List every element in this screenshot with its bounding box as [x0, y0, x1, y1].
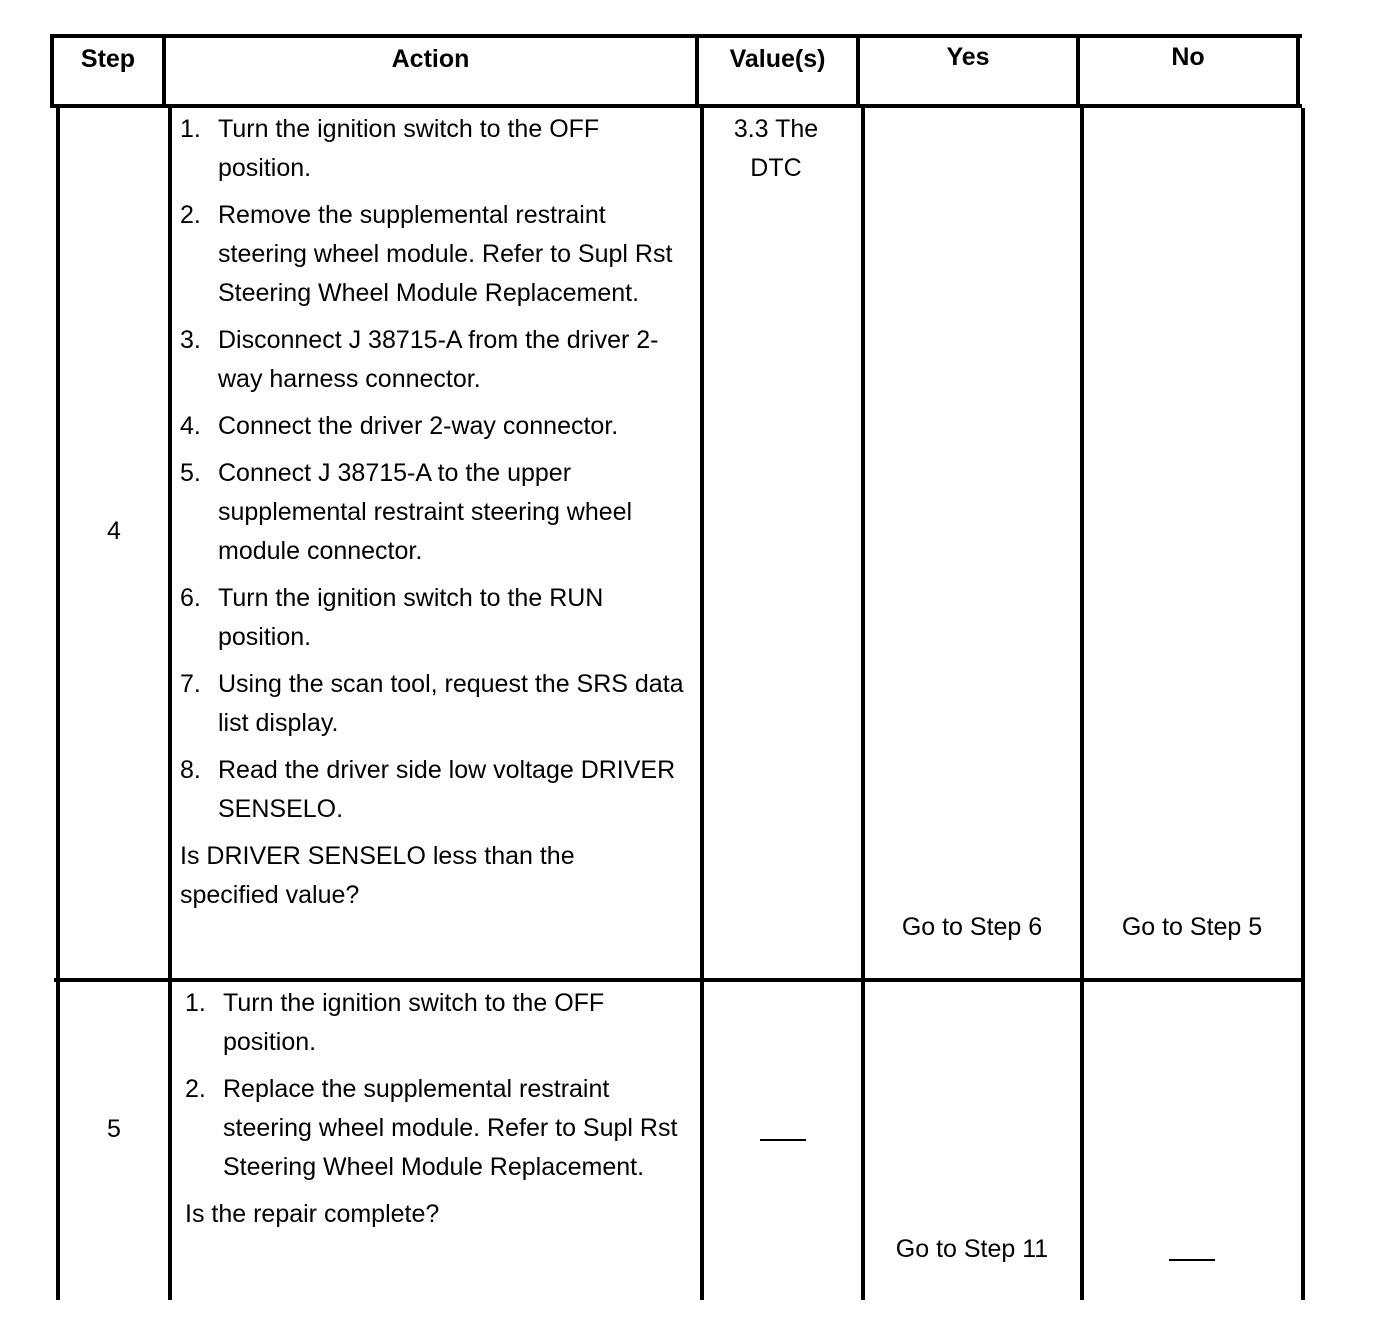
- item-text: Remove the supplemental restraint steering wheel module. Refer to Supl Rst Steering Wheel Module Replacement.: [218, 201, 673, 307]
- value-cell: 3.3 The DTC: [733, 115, 819, 182]
- list-item: [180, 407, 690, 446]
- item-number: 3.: [180, 326, 201, 354]
- action-steps: [185, 984, 695, 1187]
- item-number: 2.: [185, 1075, 206, 1103]
- col-divider-yes: [1080, 108, 1084, 1300]
- list-item: [185, 984, 695, 1062]
- check-question: Is DRIVER SENSELO less than the specified value?: [180, 842, 575, 909]
- action-cell: [185, 984, 695, 1234]
- item-number: 1.: [185, 989, 206, 1017]
- item-number: 8.: [180, 756, 201, 784]
- header-bottom-border: [50, 104, 1302, 108]
- diagnostic-table: [50, 34, 1302, 1300]
- list-item: [185, 1070, 695, 1187]
- empty-dash: [1169, 1259, 1215, 1261]
- header-values: Value(s): [729, 45, 826, 73]
- item-text: Turn the ignition switch to the OFF position.: [223, 989, 605, 1056]
- item-number: 1.: [180, 115, 201, 143]
- value-cell: [704, 1114, 861, 1153]
- row-divider: [54, 978, 1302, 982]
- item-text: Turn the ignition switch to the RUN position.: [218, 584, 604, 651]
- header-action: Action: [391, 45, 470, 73]
- item-text: Connect the driver 2-way connector.: [218, 412, 619, 440]
- item-text: Turn the ignition switch to the OFF position.: [218, 115, 600, 182]
- table-right-border: [1301, 108, 1305, 1300]
- list-item: [180, 665, 690, 743]
- item-number: 6.: [180, 584, 201, 612]
- item-number: 5.: [180, 459, 201, 487]
- step-number: 4: [107, 517, 121, 545]
- item-text: Using the scan tool, request the SRS data list display.: [218, 670, 684, 737]
- item-text: Read the driver side low voltage DRIVER SENSELO.: [218, 756, 676, 823]
- item-text: Disconnect J 38715-A from the driver 2-way harness connector.: [218, 326, 659, 393]
- list-item: [180, 751, 690, 829]
- list-item: [180, 110, 690, 188]
- header-step: Step: [80, 45, 136, 73]
- no-result: [1084, 1234, 1300, 1273]
- empty-dash: [760, 1139, 806, 1141]
- list-item: [180, 454, 690, 571]
- item-number: 4.: [180, 412, 201, 440]
- no-result: Go to Step 5: [1121, 913, 1263, 941]
- list-item: [180, 579, 690, 657]
- item-number: 7.: [180, 670, 201, 698]
- list-item: [180, 196, 690, 313]
- check-question: Is the repair complete?: [185, 1200, 440, 1228]
- action-cell: [180, 110, 690, 915]
- item-text: Replace the supplemental restraint steering wheel module. Refer to Supl Rst Steering Wheel Module Replacement.: [223, 1075, 678, 1181]
- header-yes: Yes: [946, 43, 990, 71]
- item-number: 2.: [180, 201, 201, 229]
- table-right-border: [1296, 34, 1300, 108]
- yes-result: Go to Step 6: [901, 913, 1043, 941]
- col-divider-values: [861, 108, 865, 1300]
- header-no: No: [1171, 43, 1205, 71]
- step-number: 5: [107, 1115, 121, 1143]
- item-text: Connect J 38715-A to the upper supplemental restraint steering wheel module connector.: [218, 459, 633, 565]
- yes-result: Go to Step 11: [895, 1235, 1049, 1263]
- action-steps: [180, 110, 690, 829]
- list-item: [180, 321, 690, 399]
- col-divider-step: [168, 108, 172, 1300]
